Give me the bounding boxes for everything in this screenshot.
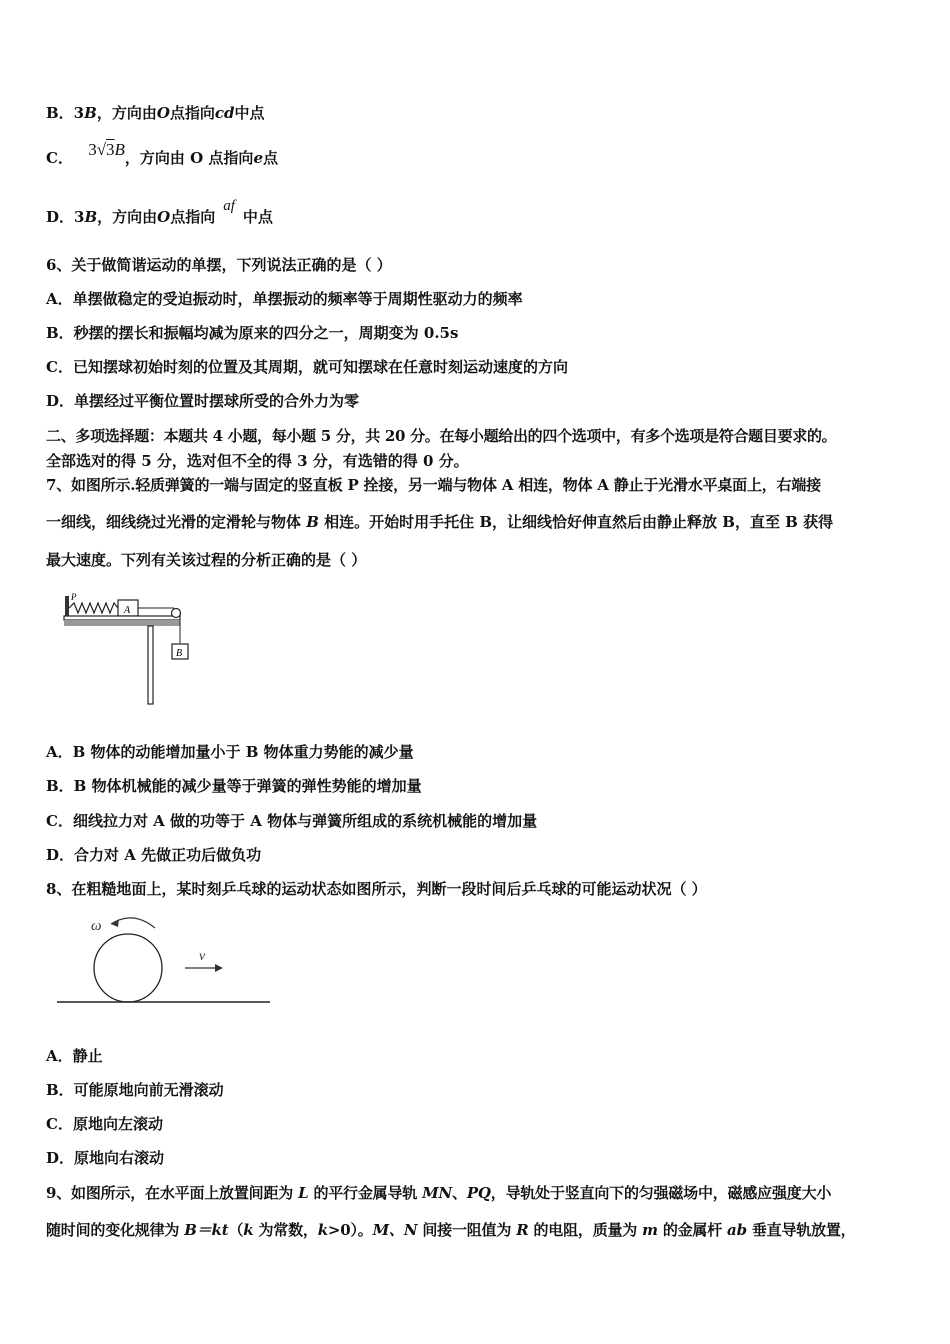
- q9-line1-PQ: PQ: [466, 1184, 491, 1202]
- q9-line2-eq: B＝kt: [184, 1221, 229, 1239]
- q5-option-d-label: D．3: [46, 208, 85, 226]
- q8-stem: 8、在粗糙地面上，某时刻乒乓球的运动状态如图所示，判断一段时间后乒乓球的可能运动状况（ ）: [46, 880, 707, 898]
- q5-option-c: [46, 140, 278, 168]
- plate-p: [65, 596, 69, 618]
- q9-line2-a: 随时间的变化规律为: [46, 1221, 185, 1239]
- q9-line2-k2: k: [317, 1221, 328, 1239]
- section2-heading-line1: 二、多项选择题：本题共 4 小题，每小题 5 分，共 20 分。在每小题给出的四个选项中，有多个选项是符合题目要求的。: [46, 427, 837, 445]
- q5-option-b: [46, 103, 265, 123]
- q6-option-a: A．单摆做稳定的受迫振动时，单摆振动的频率等于周期性驱动力的频率: [46, 290, 523, 308]
- sqrt-sign: √: [96, 140, 107, 159]
- q5-option-d-text: ，方向由: [97, 208, 158, 226]
- q5-option-b-symbol: B: [84, 104, 97, 122]
- q7-option-a: A．B 物体的动能增加量小于 B 物体重力势能的减少量: [46, 743, 414, 761]
- q8-option-b: B．可能原地向前无滑滚动: [46, 1081, 224, 1099]
- q9-line2-m: m: [642, 1221, 658, 1239]
- q8-ball-figure: [55, 910, 275, 1005]
- q7-option-d: D．合力对 A 先做正功后做负功: [46, 846, 262, 864]
- label-v: v: [199, 949, 206, 964]
- q5-option-b-point: O: [156, 104, 170, 122]
- q9-line2-ab: ab: [727, 1221, 747, 1239]
- q9-line2-h: 垂直导轨放置，: [746, 1221, 856, 1239]
- q9-line2-d: >0）。: [327, 1221, 373, 1239]
- table-leg: [148, 626, 153, 704]
- q8-option-d: D．原地向右滚动: [46, 1149, 165, 1167]
- q7-option-b: B．B 物体机械能的减少量等于弹簧的弹性势能的增加量: [46, 777, 422, 795]
- q7-stem-line2-b: 相连。开始时用手托住 B，让细线恰好伸直然后由静止释放 B，直至 B 获得: [318, 513, 834, 531]
- q5-option-d: [46, 198, 273, 228]
- q7-spring-pulley-figure: [50, 588, 210, 713]
- q9-line1-b: 的平行金属导轨: [308, 1184, 423, 1202]
- q5-option-b-cd: cd: [214, 104, 235, 122]
- q5-option-c-coef: 3: [88, 140, 97, 159]
- q6-stem: 6、关于做简谐运动的单摆，下列说法正确的是（ ）: [46, 256, 392, 274]
- q7-stem-line2: [46, 512, 833, 532]
- q7-stem-line3: 最大速度。下列有关该过程的分析正确的是（ ）: [46, 551, 367, 569]
- q9-line1-d: ，导轨处于竖直向下的匀强磁场中，磁感应强度大小: [490, 1184, 832, 1202]
- section2-heading-line2: 全部选对的得 5 分，选对但不全的得 3 分，有选错的得 0 分。: [46, 452, 469, 470]
- q9-line2-MN: M、N: [372, 1221, 418, 1239]
- velocity-arrowhead: [215, 964, 223, 972]
- q5-option-d-af: af: [223, 198, 235, 214]
- q9-line2: [46, 1220, 855, 1240]
- q9-line1-a: 9、如图所示，在水平面上放置间距为: [46, 1184, 299, 1202]
- q5-option-c-end: 点: [262, 149, 278, 167]
- q5-option-d-text2: 点指向: [170, 208, 216, 226]
- q5-option-d-point: O: [157, 208, 171, 226]
- label-p: P: [71, 592, 77, 602]
- q5-option-d-symbol: B: [84, 208, 98, 226]
- q5-option-c-e: e: [253, 149, 263, 167]
- pulley: [172, 609, 181, 618]
- q5-option-b-end: 中点: [234, 104, 265, 122]
- label-a: A: [124, 605, 131, 616]
- q5-option-d-end: 中点: [242, 208, 273, 226]
- q5-option-c-label: C．: [46, 149, 73, 167]
- q8-option-c: C．原地向左滚动: [46, 1115, 163, 1133]
- q9-line2-k: k: [243, 1221, 254, 1239]
- label-omega: ω: [91, 918, 102, 934]
- label-b: B: [176, 648, 183, 659]
- q7-option-c: C．细线拉力对 A 做的功等于 A 物体与弹簧所组成的系统机械能的增加量: [46, 812, 538, 830]
- q9-line2-g: 的金属杆: [657, 1221, 728, 1239]
- q5-option-c-radicand: 3: [106, 140, 115, 159]
- q5-option-c-formula: [88, 140, 125, 159]
- ping-pong-ball: [94, 934, 162, 1002]
- q6-option-b: B．秒摆的摆长和振幅均减为原来的四分之一，周期变为 0.5s: [46, 324, 459, 342]
- q5-option-b-text2: 点指向: [169, 104, 215, 122]
- q6-option-c: C．已知摆球初始时刻的位置及其周期，就可知摆球在任意时刻运动速度的方向: [46, 358, 568, 376]
- q5-option-b-label: B．3: [46, 104, 85, 122]
- q9-line2-c: 为常数，: [253, 1221, 318, 1239]
- q7-stem-line2-B: B: [306, 513, 319, 531]
- spring: [69, 603, 118, 613]
- q9-line1-L: L: [298, 1184, 309, 1202]
- q9-line1-c: 、: [452, 1184, 467, 1202]
- q5-option-c-B: B: [114, 140, 125, 159]
- q5-option-b-text: ，方向由: [96, 104, 157, 122]
- q7-stem-line1: 7、如图所示.轻质弹簧的一端与固定的竖直板 P 拴接，另一端与物体 A 相连，物体 A 静止于光滑水平桌面上，右端接: [46, 476, 821, 494]
- table-edge: [64, 620, 180, 626]
- q9-line2-b: （: [228, 1221, 244, 1239]
- q6-option-d: D．单摆经过平衡位置时摆球所受的合外力为零: [46, 392, 360, 410]
- q9-line2-f: 的电阻，质量为: [528, 1221, 643, 1239]
- q7-stem-line2-a: 一细线，细线绕过光滑的定滑轮与物体: [46, 513, 307, 531]
- q8-option-a: A．静止: [46, 1047, 103, 1065]
- q9-line1-MN: MN: [422, 1184, 452, 1202]
- q9-line2-e: 间接一阻值为: [417, 1221, 517, 1239]
- q9-line2-R: R: [516, 1221, 529, 1239]
- q5-option-c-text: ，方向由 O 点指向: [124, 149, 254, 167]
- table-top: [64, 616, 180, 620]
- q9-line1: [46, 1183, 831, 1203]
